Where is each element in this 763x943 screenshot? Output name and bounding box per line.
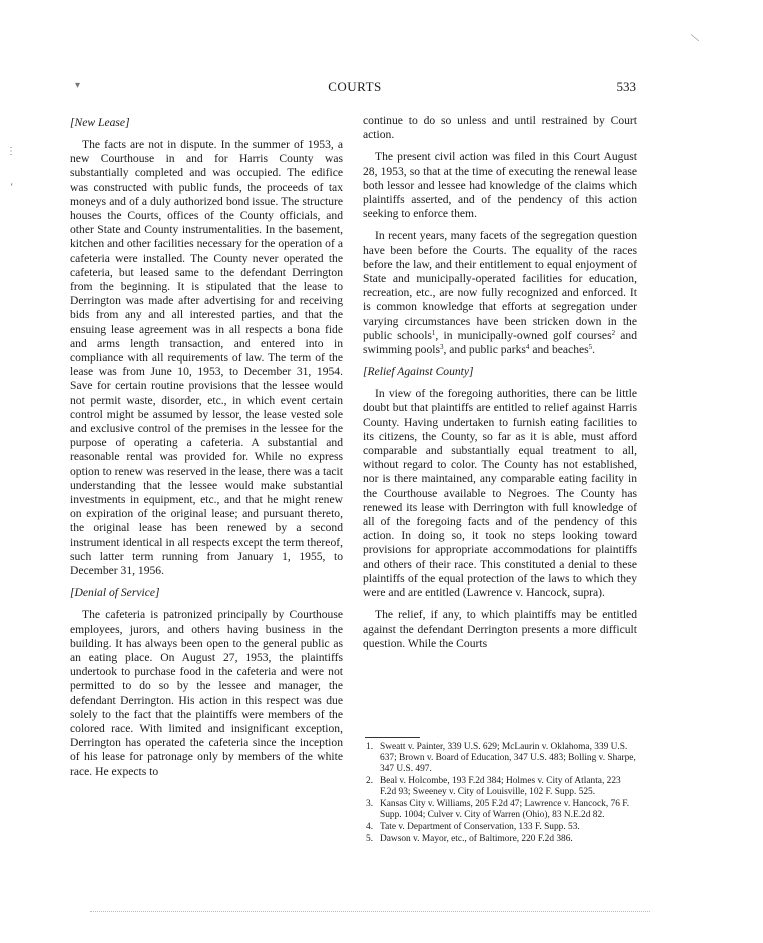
section-heading-new-lease: [New Lease] — [70, 116, 130, 129]
scan-mark: ⋮ — [6, 146, 16, 157]
text-run: In recent years, many facets of the segregation question have been before the Courts. The equality of the races before the law, and their entitlement to equal enjoyment of State and municipally-operated facilities for education, recreation, etc., are now fully recognized and enforced. It is common knowledge that efforts at segregation under varying circumstances have been stricken down in the public schools — [363, 229, 637, 342]
paragraph-segregation — [363, 229, 637, 357]
paragraph-relief-county: In view of the foregoing authorities, there can be little doubt but that plaintiffs are entitled to relief against Harris County. Having undertaken to furnish eating facilities to its citizens, the County, so far as it is able, must afford comparable and substantially equal treatment to all, without regard to color. The County has not established, nor is there maintained, any comparable eating facility in the Courthouse available to Negroes. The County has renewed its lease with Derrington with full knowledge of all of the foregoing facts and of the pendency of this action. In doing so, it took no steps looking toward provisions for appropriate accommodations for plaintiffs and others of their race. This constituted a denial to these plaintiffs of the equal protection of the laws to which they were and are entitled (Lawrence v. Hancock, supra). — [363, 387, 637, 600]
footnote-text: Beal v. Holcombe, 193 F.2d 384; Holmes v. City of Atlanta, 223 F.2d 93; Sweeney v. City of Louisville, 102 F. Supp. 525. — [380, 776, 621, 797]
footnote-number: 3. — [366, 799, 374, 809]
section-heading-denial-of-service: [Denial of Service] — [70, 586, 160, 600]
scan-mark: ‘ — [10, 182, 14, 193]
footnote-ref-4: 4 — [525, 343, 530, 352]
text-run: and beaches — [529, 343, 589, 357]
footnote-text: Sweatt v. Painter, 339 U.S. 629; McLaurin v. Oklahoma, 339 U.S. 637; Brown v. Board of Education, 347 U.S. 483; Bolling v. Sharpe, 347 U.S. 497. — [380, 742, 636, 774]
text-run: , in municipally-owned golf courses — [435, 328, 612, 342]
page-number: 533 — [616, 79, 636, 94]
footnote-number: 4. — [366, 822, 374, 832]
text-run: . — [592, 343, 596, 357]
footnote-text: Tate v. Department of Conservation, 133 F. Supp. 53. — [380, 822, 580, 832]
footnote — [363, 742, 637, 775]
running-head-title: COURTS — [328, 79, 382, 94]
footnote-ref-2: 2 — [611, 328, 616, 337]
paragraph-facts: The facts are not in dispute. In the summer of 1953, a new Courthouse in and for Harris County was substantially completed and was occupied. The edifice was constructed with public funds, the proceeds of tax moneys and of a duly authorized bond issue. The structure houses the Courts, offices of the County officials, and other State and County instrumentalities. In the basement, kitchen and other facilities necessary for the operation of a cafeteria were installed. The County never operated the cafeteria, but leased same to the defendant Derrington from the beginning. It is stipulated that the lease to Derrington was made after advertising for and receiving bids from any and all interested parties, and that the ensuing lease agreement was in all respects a bona fide and arms length transaction, and entered into in compliance with all requirements of law. The term of the lease was from June 10, 1953, to December 31, 1954. Save for certain routine provisions that the lessee would not permit waste, disorder, etc., in which event certain control might be assumed by lessor, the lease vested sole and exclusive control of the premises in the lessee for the purpose of operating a cafeteria. A substantial and reasonable rental was provided for. While no express option to renew was reserved in the lease, there was a tacit understanding that the lessee would make substantial investments in equipment, etc., and that he might renew on expiration of the original lease; and pursuant thereto, the original lease has been renewed by a second instrument identical in all respects except the term thereof, such latter term running from January 1, 1955, to December 31, 1956. — [70, 138, 343, 578]
paragraph-cafeteria: The cafeteria is patronized principally by Courthouse employees, jurors, and others having business in the building. It has always been open to the general public as an eating place. On August 27, 1953, the plaintiffs undertook to purchase food in the cafeteria and were not permitted to do so by the lessee and manager, the defendant Derrington. His action in this respect was due solely to the fact that the plaintiffs were members of the colored race. With limited and insignificant exception, Derrington has operated the cafeteria since the inception of his lease for patronage only by members of the white race. He expects to — [70, 608, 343, 778]
text-run: , and public parks — [443, 343, 526, 357]
paragraph-relief-derrington: The relief, if any, to which plaintiffs may be entitled against the defendant Derrington presents a more difficult question. While the Courts — [363, 608, 637, 650]
scan-mark: ▾ — [75, 80, 81, 91]
footnote-divider — [365, 737, 420, 738]
footnote-number: 2. — [366, 776, 374, 786]
scan-mark: — — [687, 30, 703, 45]
footnote-text: Dawson v. Mayor, etc., of Baltimore, 220 F.2d 386. — [380, 834, 573, 844]
text-run: and swimming pools — [363, 328, 637, 357]
footnote — [363, 799, 637, 821]
footnote-ref-1: 1 — [431, 328, 436, 337]
scan-edge-line — [90, 911, 650, 912]
footnote-text: Kansas City v. Williams, 205 F.2d 47; Lawrence v. Hancock, 76 F. Supp. 1004; Culver v. City of Warren (Ohio), 83 N.E.2d 82. — [380, 799, 630, 820]
footnote — [363, 822, 637, 833]
footnote-ref-5: 5 — [588, 343, 593, 352]
footnotes — [363, 742, 637, 846]
section-heading-relief-against-county: [Relief Against County] — [363, 365, 474, 379]
footnote-ref-3: 3 — [439, 343, 444, 352]
paragraph-civil-action: The present civil action was filed in this Court August 28, 1953, so that at the time of executing the renewal lease both lessor and lessee had knowledge of the claims which plaintiffs asserted, and of the pendency of this action seeking to enforce them. — [363, 150, 637, 221]
footnote — [363, 776, 637, 798]
paragraph-continuation: continue to do so unless and until restrained by Court action. — [363, 114, 637, 142]
footnote-number: 5. — [366, 834, 374, 844]
footnote-number: 1. — [366, 742, 374, 752]
right-column — [363, 114, 637, 659]
footnote — [363, 834, 637, 845]
left-column — [70, 116, 343, 787]
